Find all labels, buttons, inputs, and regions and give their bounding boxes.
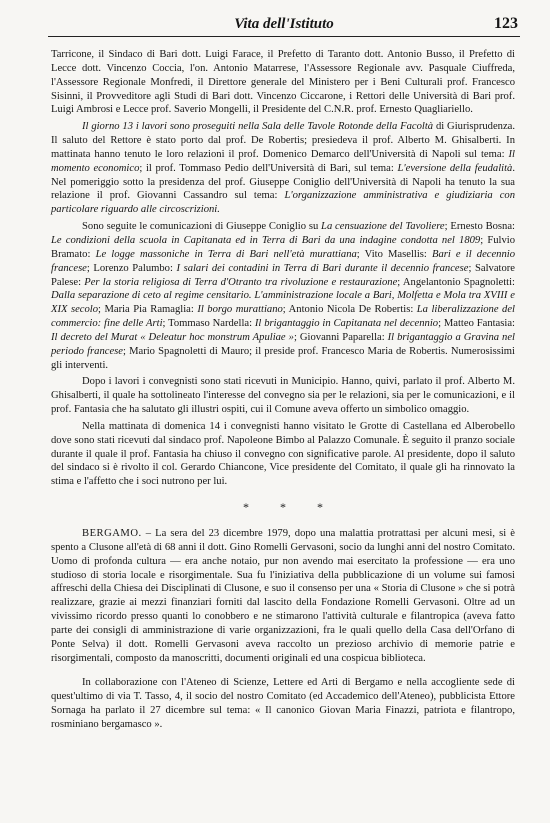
paragraph-day-13 — [51, 120, 515, 217]
text-run: ; Maria Pia Ramaglia: — [98, 304, 198, 316]
talk-title: L'eversione della feudalità — [397, 162, 513, 174]
talk-title: Il brigantaggio in Capitanata nel decennio — [254, 318, 439, 330]
talk-title: Bari e il decennio francese — [51, 248, 516, 274]
text-run: ; Ernesto Bosna: — [444, 221, 515, 233]
paragraph-communications — [51, 220, 515, 372]
talk-title: L'organizzazione amministrativa e giudiziaria con particolare riguardo alle circoscrizioni. — [51, 190, 515, 216]
city-heading: BERGAMO. — [82, 528, 142, 539]
text-run: – La sera del 23 dicembre 1979, dopo una malattia protrattasi per alcuni mesi, si è spento a Clusone all'età di 68 anni il dott. Gino Romelli Gervasoni, socio da lunghi anni del nostro Comitato. Uomo di profonda cultura — era anche notaio, pur non avendo mai esercitato la professione — era uno studioso di storia locale e risorgimentale. Sua fu l'iniziativa della pubblicazione di un volume sui famosi affreschi della Chiesa dei Disciplinati di Clusone, e suo il consenso per una « Storia di Clusone » che si potrà realizzare, grazie ai mezzi finanziari forniti dal lascito della Fondazione Romelli Gervasoni. Oltre ad un vivissimo ricordo presso quanti lo conobbero e ne stimarono l'attività culturale e filantropica (aveva fatto parte dei consigli di amministrazione di varie organizzazioni, fra le quali quello della Casa dell'Orfano di Ponte Selva) il dott. Romelli Gervasoni aveva raccolto un prezioso archivio di memorie patrie e risorgimentali, composto da manoscritti, documenti originali ed una cospicua biblioteca. — [51, 528, 515, 664]
talk-title: Le logge massoniche in Terra di Bari nell'età murattiana — [95, 248, 357, 260]
talk-title: I salari dei contadini in Terra di Bari durante il decennio francese — [176, 262, 469, 274]
text-run: ; Lorenzo Palumbo: — [86, 262, 177, 274]
talk-title: Per la storia religiosa di Terra d'Otranto tra rivoluzione e restaurazione — [84, 276, 398, 288]
paragraph-day-14: Nella mattinata di domenica 14 i convegnisti hanno visitato le Grotte di Castellana ed Alberobello dove sono stati ricevuti dal sindaco prof. Napoleone Bimbo al Palazzo Comunale. È seguito il pranzo sociale durante il quale il prof. Fantasia ha chiuso il convegno con significative parole. Al presidente, dopo il saluto del sindaco si è rivolto il col. Gerardo Chiancone, Vice presidente del Comitato, il quale gli ha rinnovato la stima e l'affetto che i soci nutrono per lui. — [51, 420, 515, 488]
spacer — [51, 668, 515, 676]
paragraph-municipio: Dopo i lavori i convegnisti sono stati ricevuti in Municipio. Hanno, quivi, parlato il prof. Alberto M. Ghisalberti, il quale ha sottolineato l'interesse del convegno sia per le relazioni, sia per le comunicazioni, e il prof. Fantasia che ha salutato gli illustri ospiti, cui il Comune aveva offerto un simbolico omaggio. — [51, 376, 515, 416]
document-body — [51, 48, 515, 735]
text-run: ; Mario Spagnoletti di Mauro; il preside prof. Francesco Maria de Robertis. Numerosissimi gli interventi. — [51, 345, 515, 371]
text-run: ; Matteo Fantasia: — [438, 318, 515, 330]
text-run: ; Antonio Nicola De Robertis: — [282, 304, 417, 316]
text-run: ; Vito Masellis: — [356, 248, 432, 260]
running-header — [48, 16, 520, 37]
text-run: . Nel pomeriggio sotto la presidenza del prof. Giuseppe Coniglio dell'Università di Napoli ha tenuto la sua relazione il prof. Giovanni Cassandro sul tema: — [51, 162, 516, 202]
text-run: di Giurisprudenza. Il saluto del Rettore è stato porto dal prof. De Robertis; presiedeva il prof. Alberto M. Ghisalberti. In mattinata hanno tenuto le loro relazioni il prof. Domenico Demarco dell'Università di Napoli sul tema: — [51, 121, 516, 160]
paragraph-bergamo — [51, 527, 515, 665]
talk-title: Dalla separazione di ceto al regime censitario. L'amministrazione locale a Bari, Molfetta e Mola tra XVIII e XIX secolo — [51, 290, 515, 316]
talk-title: Il borgo murattiano — [197, 304, 283, 316]
text-run: ; il prof. Tommaso Pedio dell'Università di Bari, sul tema: — [139, 162, 398, 174]
talk-title: Il decreto del Murat « Deleatur hoc monstrum Apuliae » — [51, 331, 294, 343]
talk-title: Il brigantaggio a Gravina nel periodo francese — [51, 331, 515, 357]
text-run: ; Tommaso Nardella: — [162, 318, 255, 330]
page-number: 123 — [494, 15, 518, 32]
talk-title: La censuazione del Tavoliere — [321, 221, 445, 233]
text-run: ; Fulvio Bramato: — [51, 234, 516, 260]
text-run: Sono seguite le comunicazioni di Giuseppe Coniglio su — [82, 221, 322, 233]
paragraph-day-13-lead: Il giorno 13 i lavori sono proseguiti nella Sala delle Tavole Rotonde della Facoltà — [82, 121, 434, 133]
text-run: ; Angelantonio Spagnoletti: — [397, 276, 515, 288]
text-run: ; Giovanni Paparella: — [293, 331, 388, 343]
section-separator: * * * — [243, 500, 337, 515]
paragraph-guests: Tarricone, il Sindaco di Bari dott. Luigi Farace, il Prefetto di Taranto dott. Antonio Busso, il Prefetto di Lecce dott. Vincenzo Coccia, l'on. Antonio Matarrese, l'Assessore Regionale avv. Pasquale Ciuffreda, l'Assessore Regionale Monfredi, il Direttore generale del Ministero per i Beni Culturali prof. Francesco Sisinni, il Provveditore agli Studi di Bari dott. Vincenzo Ciccarone, i Rettori delle Università di Bari prof. Luigi Ambrosi e Lecce prof. Saverio Mongelli, il Presidente del C.N.R. prof. Ernesto Quagliariello. — [51, 49, 515, 116]
text-run: ; Salvatore Palese: — [51, 262, 515, 288]
talk-title: La liberalizzazione del commercio: fine delle Arti — [51, 304, 515, 330]
paragraph-ateneo: In collaborazione con l'Ateneo di Scienze, Lettere ed Arti di Bergamo e nella accogliente sede di quest'ultimo di via T. Tasso, 4, il socio del nostro Comitato (ed Accademico dell'Ateneo), pubblicista Ettore Sornaga ha parlato il 27 dicembre sul tema: « Il canonico Giovan Maria Finazzi, patriota e filantropo, rosminiano bergamasco ». — [51, 677, 515, 730]
talk-title: Le condizioni della scuola in Capitanata ed in Terra di Bari da una indagine condotta nel 1809 — [51, 234, 481, 246]
talk-title: Il momento economico — [51, 148, 515, 174]
running-title: Vita dell'Istituto — [234, 16, 334, 32]
